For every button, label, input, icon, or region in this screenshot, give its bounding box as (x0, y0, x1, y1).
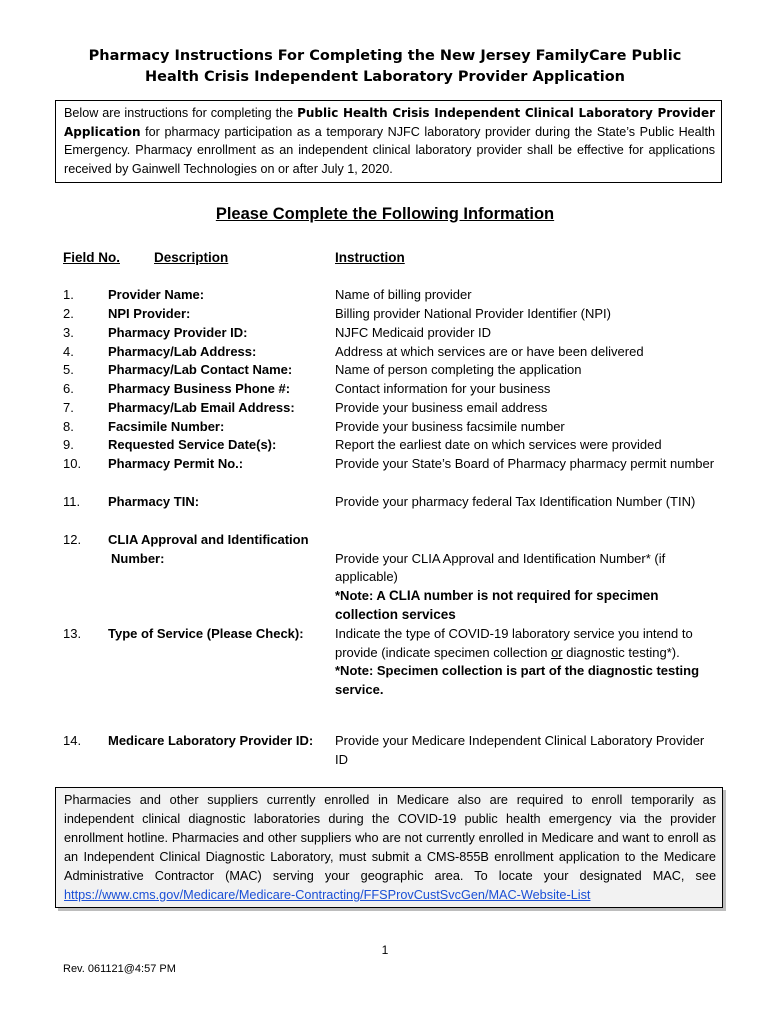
column-header-field-no: Field No. (63, 250, 120, 265)
row-instruction: Name of billing provider (335, 287, 472, 302)
intro-box (55, 100, 722, 183)
row-field: Pharmacy/Lab Email Address: (108, 400, 295, 415)
row-field: Pharmacy Business Phone #: (108, 381, 291, 396)
row-instruction-text-a: Indicate the type of COVID-19 laboratory service you intend to provide (indicate specimen collection (335, 626, 693, 660)
row-field: Facsimile Number: (108, 419, 225, 434)
row-field: Pharmacy Permit No.: (108, 456, 244, 471)
row-number: 7. (63, 400, 74, 415)
row-number: 11. (63, 494, 81, 509)
row-number: 12. (63, 532, 82, 547)
row-instruction: Contact information for your business (335, 381, 551, 396)
row-instruction-text: Provide your CLIA Approval and Identification Number* (if applicable) (335, 550, 666, 585)
row-number: 6. (63, 381, 74, 396)
row-number: 9. (63, 437, 74, 452)
row-field: Type of Service (Please Check): (108, 626, 304, 641)
row-instruction (335, 625, 715, 700)
row-number: 14. (63, 733, 82, 748)
row-field: Requested Service Date(s): (108, 437, 277, 452)
intro-text-1: Below are instructions for completing the (64, 106, 298, 120)
row-instruction: Report the earliest date on which services were provided (335, 437, 662, 452)
medicare-info-box (55, 787, 723, 908)
row-number: 10. (63, 456, 82, 471)
document-title (40, 46, 730, 88)
intro-bold-application-name: Public Health Crisis Independent Clinical Laboratory Provider Application (64, 106, 716, 139)
row-number: 1. (63, 287, 74, 302)
row-field: NPI Provider: (108, 306, 191, 321)
clia-note-prefix: *Note: A (335, 588, 389, 604)
section-heading: Please Complete the Following Information (215, 205, 555, 223)
row-number: 13. (63, 626, 82, 641)
row-field-line-1: CLIA Approval and Identification (108, 532, 309, 547)
page-number: 1 (381, 943, 389, 957)
row-instruction-or: or (551, 644, 563, 660)
row-field: Medicare Laboratory Provider ID: (108, 733, 314, 748)
title-line-1: Pharmacy Instructions For Completing the New Jersey FamilyCare Public (88, 48, 682, 64)
row-instruction: Provide your Medicare Independent Clinical Laboratory Provider ID (335, 733, 705, 767)
row-instruction: Address at which services are or have been delivered (335, 344, 644, 359)
row-instruction-text-b: diagnostic testing*). (562, 644, 680, 660)
row-field (108, 531, 333, 568)
row-field: Pharmacy/Lab Address: (108, 344, 257, 359)
column-header-description: Description (154, 250, 229, 265)
row-number: 5. (63, 362, 74, 377)
row-instruction: Provide your State’s Board of Pharmacy pharmacy permit number (335, 456, 715, 471)
clia-note-text: CLIA number is not required for specimen collection services (335, 588, 659, 622)
row-number: 8. (63, 419, 74, 434)
row-instruction: Billing provider National Provider Identifier (NPI) (335, 306, 612, 321)
column-header-instruction: Instruction (335, 250, 405, 265)
mac-website-link[interactable]: https://www.cms.gov/Medicare/Medicare-Contracting/FFSProvCustSvcGen/MAC-Website-List (64, 888, 591, 902)
row-field: Pharmacy Provider ID: (108, 325, 248, 340)
intro-text-2: for pharmacy participation as a temporary NJFC laboratory provider during the State’s Public Health Emergency. Pharmacy enrollment as an independent clinical laboratory provider shall be effective for applications received by Gainwell Technologies on or after July 1, 2020. (64, 124, 715, 176)
clia-note (335, 588, 658, 622)
row-number: 2. (63, 306, 74, 321)
medicare-info-text: Pharmacies and other suppliers currently enrolled in Medicare also are required to enroll temporarily as independent clinical diagnostic laboratories during the COVID-19 public health emergency via the provider enrollment hotline. Pharmacies and other suppliers who are not currently enrolled in Medicare and want to enroll as an Independent Clinical Diagnostic Laboratory, must submit a CMS-855B enrollment application to the Medicare Administrative Contractor (MAC) serving your geographic area. To locate your designated MAC, see (64, 793, 716, 883)
row-instruction: Name of person completing the application (335, 362, 582, 377)
row-number: 4. (63, 344, 74, 359)
row-field: Provider Name: (108, 287, 205, 302)
row-instruction (335, 550, 715, 625)
row-field: Pharmacy/Lab Contact Name: (108, 362, 293, 377)
row-field: Pharmacy TIN: (108, 494, 200, 509)
row-number: 3. (63, 325, 74, 340)
row-instruction: Provide your pharmacy federal Tax Identification Number (TIN) (335, 494, 696, 509)
row-instruction: Provide your business facsimile number (335, 419, 565, 434)
row-field-line-2: Number: (111, 550, 165, 566)
row-instruction: Provide your business email address (335, 400, 548, 415)
revision-footer: Rev. 061121@4:57 PM (63, 963, 176, 975)
service-type-note: *Note: Specimen collection is part of the diagnostic testing service. (335, 663, 700, 698)
row-instruction: NJFC Medicaid provider ID (335, 325, 492, 340)
title-line-2: Health Crisis Independent Laboratory Provider Application (145, 69, 625, 85)
